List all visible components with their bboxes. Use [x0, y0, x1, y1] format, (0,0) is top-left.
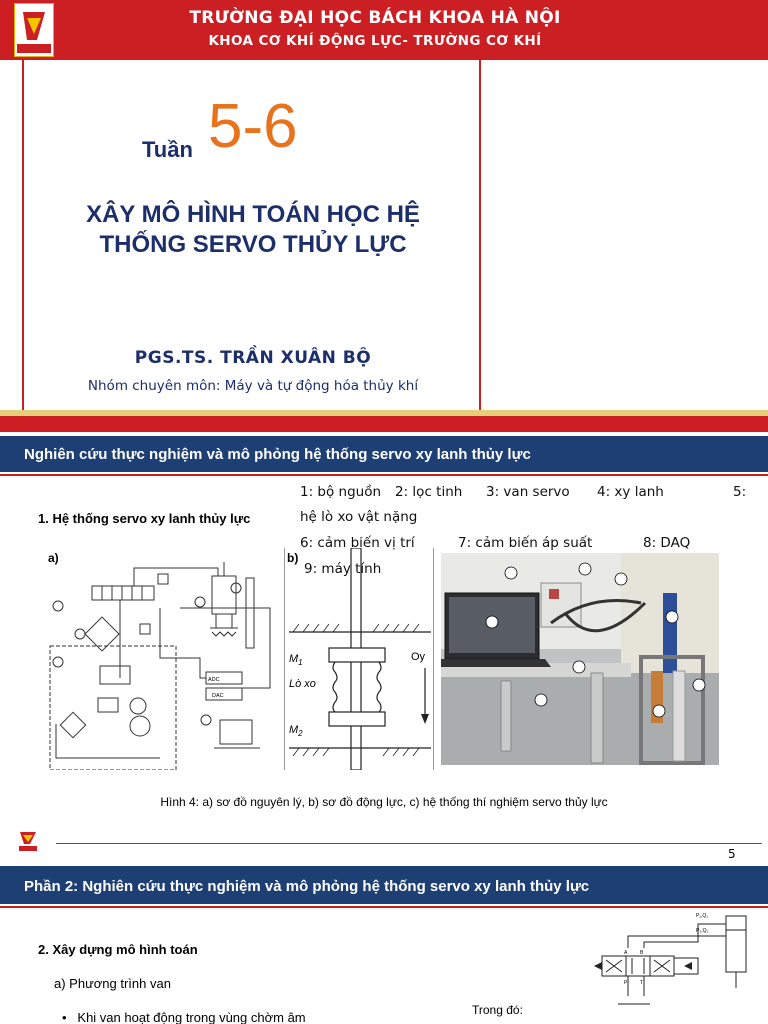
- figure-b-spring-label: Lò xo: [289, 678, 316, 690]
- slide2-header-rule: [0, 474, 768, 476]
- slide3-section-heading: 2. Xây dựng mô hình toán: [38, 942, 198, 957]
- research-group: Nhóm chuyên môn: Máy và tự động hóa thủy khí: [87, 378, 419, 394]
- legend-item-7: 7: cảm biến áp suất: [458, 535, 593, 551]
- figure-c-test-rig-photo: [441, 553, 719, 765]
- week-number: 5-6: [208, 92, 298, 161]
- author-name: PGS.TS. TRẦN XUÂN BỘ: [134, 348, 372, 368]
- bullet-dot-icon: •: [62, 1010, 67, 1024]
- slide3-bullet-item: [62, 1010, 306, 1024]
- figure-b-m2-label: $M_2$: [289, 724, 303, 738]
- footer-rule: [56, 843, 762, 844]
- diagram-a-label: A: [624, 950, 628, 956]
- slide2-header-title: Nghiên cứu thực nghiệm và mô phỏng hệ thống servo xy lanh thủy lực: [24, 446, 531, 463]
- lecture-title: [30, 200, 476, 260]
- slide3-subheading: a) Phương trình van: [54, 976, 171, 991]
- figure-b-label: b): [287, 551, 299, 565]
- frame-left-line: [22, 60, 24, 416]
- legend-item-5-text: hệ lò xo vật nặng: [300, 509, 418, 525]
- week-label: Tuần: [142, 137, 193, 162]
- figure-b-m1-label: $M_1$: [289, 653, 303, 667]
- legend-item-5: 5:: [733, 484, 747, 500]
- figure-b-axis-label: Oy: [411, 651, 426, 663]
- legend-item-1: 1: bộ nguồn: [300, 484, 382, 500]
- footer-logo-icon: [18, 830, 38, 852]
- figure-caption: Hình 4: a) sơ đồ nguyên lý, b) sơ đồ động lực, c) hệ thống thí nghiệm servo thủy lực: [160, 795, 608, 809]
- figure-a-adc: ADC: [208, 677, 220, 683]
- diagram-p1q1-label: P₁,Q₁: [696, 913, 708, 919]
- figure-b-dynamics-diagram: [284, 548, 434, 770]
- title-slide-bottom-band: [0, 410, 768, 432]
- university-logo: [14, 3, 54, 57]
- faculty-name: KHOA CƠ KHÍ ĐỘNG LỰC- TRƯỜNG CƠ KHÍ: [208, 33, 542, 49]
- slide2-section-heading: 1. Hệ thống servo xy lanh thủy lực: [38, 511, 251, 526]
- frame-right-line: [479, 60, 481, 416]
- legend-item-2: 2: lọc tinh: [395, 484, 463, 500]
- slide3-where-label: Trong đó:: [472, 1003, 523, 1017]
- bullet-text: Khi van hoạt động trong vùng chờm âm: [77, 1010, 306, 1024]
- figure-a-dac: DAC: [212, 693, 224, 699]
- figure-a-schematic: [40, 548, 280, 770]
- lecture-title-line-1: XÂY MÔ HÌNH TOÁN HỌC HỆ: [86, 201, 420, 228]
- legend-item-4: 4: xy lanh: [597, 484, 664, 500]
- figure-a-label: a): [48, 551, 59, 565]
- slide3-header-title: Phần 2: Nghiên cứu thực nghiệm và mô phỏng hệ thống servo xy lanh thủy lực: [24, 878, 590, 895]
- legend-item-9: 9: máy tính: [304, 561, 382, 577]
- legend-item-6: 6: cảm biến vị trí: [300, 535, 415, 551]
- legend-item-3: 3: van servo: [486, 484, 570, 500]
- diagram-b-label: B: [640, 950, 644, 956]
- servo-valve-cylinder-diagram: [588, 908, 760, 1024]
- university-name: TRƯỜNG ĐẠI HỌC BÁCH KHOA HÀ NỘI: [189, 8, 561, 28]
- diagram-p2q2-label: P₂,Q₂: [696, 928, 709, 934]
- diagram-p-label: P: [624, 980, 628, 986]
- legend-item-8: 8: DAQ: [643, 535, 691, 551]
- page-number: 5: [728, 847, 736, 861]
- lecture-title-line-2: THỐNG SERVO THỦY LỰC: [99, 231, 407, 258]
- diagram-t-label: T: [640, 980, 644, 986]
